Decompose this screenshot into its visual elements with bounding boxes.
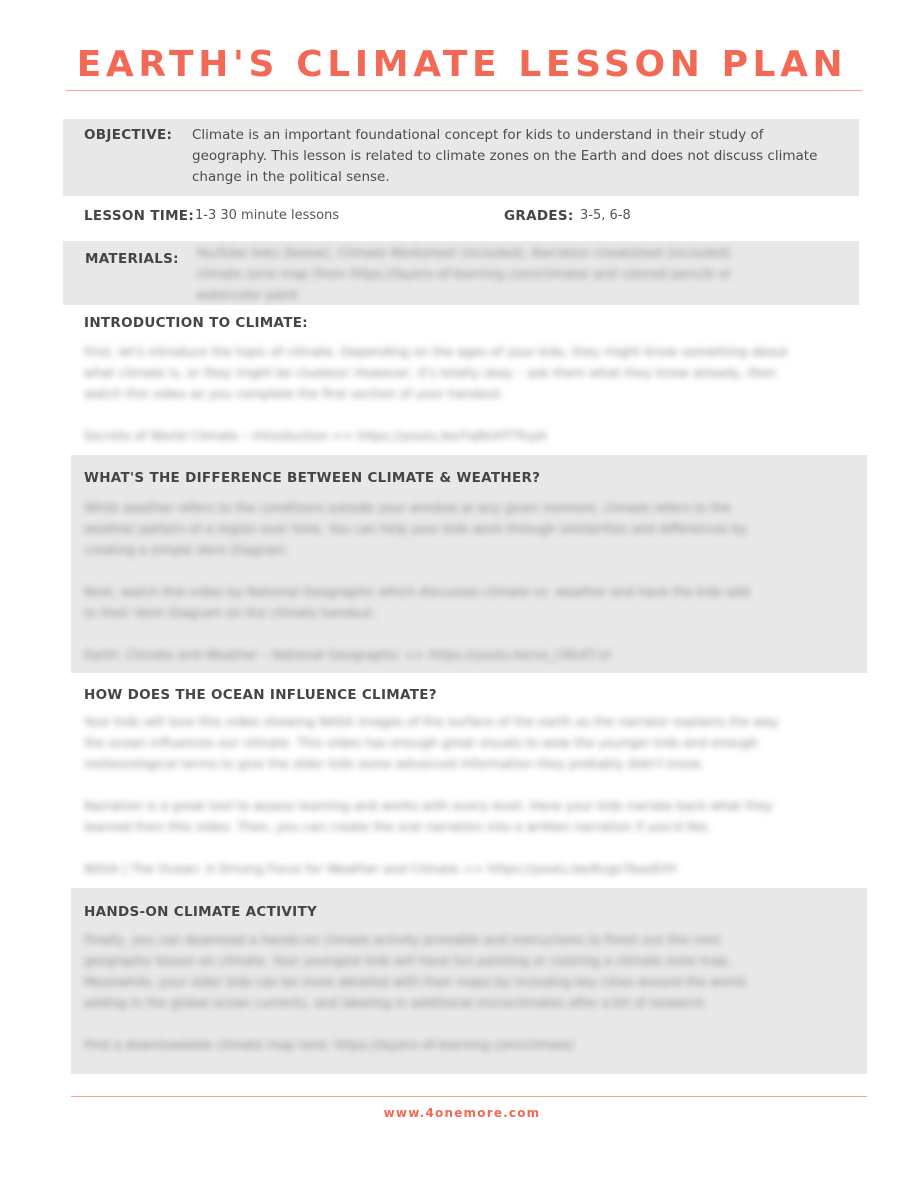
materials-label: MATERIALS: xyxy=(85,251,179,267)
page-title: EARTH'S CLIMATE LESSON PLAN xyxy=(76,44,848,85)
section-body xyxy=(84,711,854,879)
title-divider xyxy=(66,90,862,91)
objective-label: OBJECTIVE: xyxy=(84,127,173,143)
grades-label: GRADES: xyxy=(504,208,574,224)
body-line: meteorological terms to give the older kids some advanced information they probably didn't know. xyxy=(84,756,704,771)
body-line xyxy=(84,560,854,581)
section-body xyxy=(84,341,854,446)
body-line: Find a downloadable climate map here: https://layers-of-learning.com/climate/ xyxy=(84,1037,575,1052)
footer-divider xyxy=(71,1096,867,1097)
materials-line: watercolor paint xyxy=(196,287,298,302)
section-heading: HOW DOES THE OCEAN INFLUENCE CLIMATE? xyxy=(84,687,437,703)
body-line: learned from this video. Then, you can create the oral narration into a written narration if you'd like. xyxy=(84,819,712,834)
body-line: creating a simple Venn Diagram. xyxy=(84,542,289,557)
section-heading: INTRODUCTION TO CLIMATE: xyxy=(84,315,308,331)
body-line: First, let's introduce the topic of climate. Depending on the ages of your kids, they might know something about xyxy=(84,344,788,359)
grades-value: 3-5, 6-8 xyxy=(580,208,631,223)
body-line: Your kids will love this video showing NASA images of the surface of the earth as the narrator explains the way xyxy=(84,714,779,729)
body-line: to their Venn Diagram on the climate handout. xyxy=(84,605,377,620)
lesson-time-label: LESSON TIME: xyxy=(84,208,195,224)
materials-line: YouTube links (below), Climate Worksheet (included), Narration cheatsheet (included) xyxy=(196,245,731,260)
section-body xyxy=(84,929,854,1055)
footer-website-link[interactable]: www.4onemore.com xyxy=(383,1106,541,1120)
body-line: geography lesson on climate. Your youngest kids will have fun painting or coloring a climate zone map. xyxy=(84,953,732,968)
body-line: adding in the global ocean currents, and labeling in additional microclimates after a bit of research. xyxy=(84,995,708,1010)
objective-text: Climate is an important foundational concept for kids to understand in their study of geography. This lesson is related to climate zones on the Earth and does not discuss climate change in the political sense. xyxy=(192,127,818,185)
body-line: NASA | The Ocean: A Driving Force for Weather and Climate => https://youtu.be/6vgs7boxEHY xyxy=(84,861,678,876)
section-heading: WHAT'S THE DIFFERENCE BETWEEN CLIMATE & WEATHER? xyxy=(84,470,541,486)
body-line xyxy=(84,774,854,795)
body-line: watch this video as you complete the first section of your handout. xyxy=(84,386,504,401)
materials-text xyxy=(196,242,836,305)
section-body xyxy=(84,497,854,665)
body-line xyxy=(84,837,854,858)
section-heading: HANDS-ON CLIMATE ACTIVITY xyxy=(84,904,318,920)
body-line: While weather refers to the conditions outside your window at any given moment, climate refers to the xyxy=(84,500,732,515)
body-line: the ocean influences our climate. This video has enough great visuals to wow the younger kids and enough xyxy=(84,735,759,750)
body-line: Meanwhile, your older kids can be more detailed with their maps by including key cities around the world, xyxy=(84,974,749,989)
body-line xyxy=(84,623,854,644)
body-line: Next, watch this video by National Geographic which discusses climate vs. weather and have the kids add xyxy=(84,584,750,599)
body-line: weather pattern of a region over time. You can help your kids work through similarities and differences by xyxy=(84,521,748,536)
body-line xyxy=(84,404,854,425)
body-line: what climate is, or they might be clueless! However, it's totally okay – ask them what they know already, then xyxy=(84,365,777,380)
body-line: Narration is a great tool to assess learning and works with every level. Have your kids narrate back what they xyxy=(84,798,773,813)
materials-line: climate zone map (from https://layers-of-learning.com/climate/ and colored pencils or xyxy=(196,266,732,281)
lesson-time-value: 1-3 30 minute lessons xyxy=(195,208,340,223)
body-line xyxy=(84,1013,854,1034)
body-line: Finally, you can download a hands-on climate activity printable and instructions to finish out this mini xyxy=(84,932,721,947)
body-line: Secrets of World Climate – Introduction => https://youtu.be/YqNnHTTfcpA xyxy=(84,428,547,443)
body-line: Earth: Climate and Weather – National Geographic => https://youtu.be/vo_CRk4T-Ui xyxy=(84,647,611,662)
